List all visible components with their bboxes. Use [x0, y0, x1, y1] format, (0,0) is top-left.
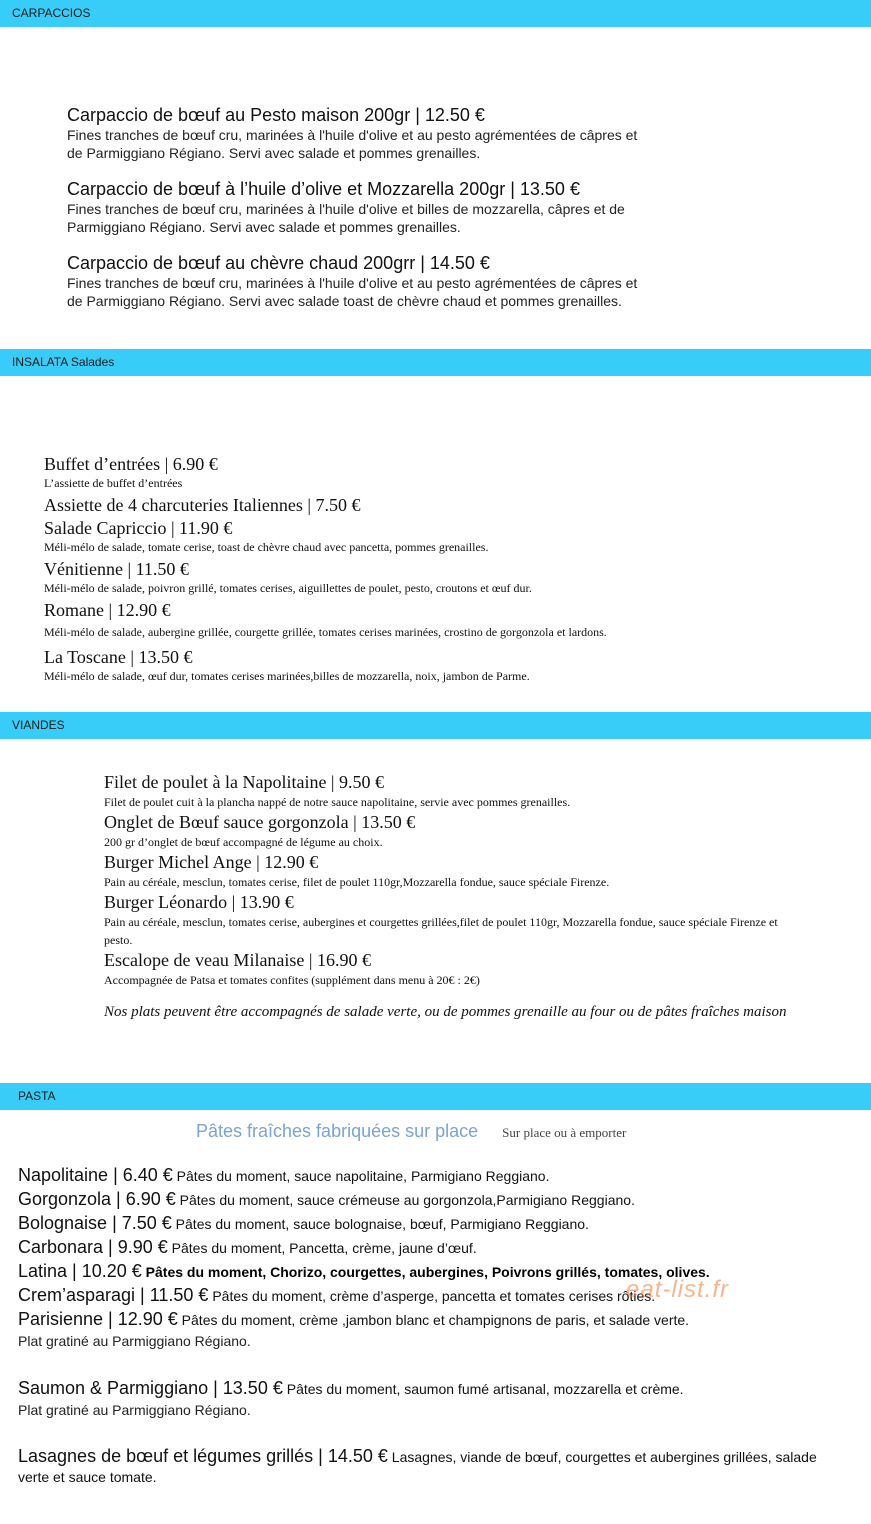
item-title: Parisienne | 12.90 € [18, 1309, 178, 1329]
item-title: Carpaccio de bœuf au chèvre chaud 200grr | 14.50 € [67, 253, 490, 273]
item-title: Filet de poulet à la Napolitaine | 9.50 € [104, 772, 385, 792]
item-title: La Toscane | 13.50 € [44, 647, 193, 667]
pasta-title: Pâtes fraîches fabriquées sur place [196, 1121, 479, 1141]
menu-item [67, 104, 857, 162]
item-title: Latina | 10.20 € [18, 1261, 142, 1281]
menu-item [18, 1284, 858, 1308]
menu-item [18, 1188, 858, 1212]
menu-item [67, 178, 857, 236]
item-title: Salade Capriccio | 11.90 € [44, 518, 233, 538]
item-description: Pâtes du moment, Chorizo, courgettes, aubergines, Poivrons grillés, tomates, olives. [141, 1264, 710, 1280]
pasta-list [18, 1164, 858, 1487]
item-description: Filet de poulet cuit à la plancha nappé de notre sauce napolitaine, servie avec pommes grenailles. [104, 795, 571, 809]
item-title: Assiette de 4 charcuteries Italiennes | 7.50 € [44, 495, 361, 515]
item-description: de Parmiggiano Régiano. Servi avec salade et pommes grenailles. [67, 145, 481, 161]
item-description: Pâtes du moment, sauce napolitaine, Parmigiano Reggiano. [172, 1168, 550, 1184]
menu-item [18, 1446, 838, 1487]
item-title: Crem’asparagi | 11.50 € [18, 1285, 209, 1305]
item-title: Saumon & Parmiggiano | 13.50 € [18, 1378, 283, 1398]
viandes-note: Nos plats peuvent être accompagnés de salade verte, ou de pommes grenaille au four ou de pâtes fraîches maison [104, 1004, 787, 1020]
item-note: Plat gratiné au Parmiggiano Régiano. [18, 1402, 251, 1418]
item-title: Bolognaise | 7.50 € [18, 1213, 172, 1233]
item-title: Lasagnes de bœuf et légumes grillés | 14.50 € [18, 1446, 388, 1466]
watermark-logo: eat-list.fr [626, 1276, 730, 1303]
item-description: Lasagnes, viande de bœuf, courgettes et aubergines grillées, salade verte et sauce tomate. [18, 1449, 817, 1485]
item-title: Carpaccio de bœuf au Pesto maison 200gr | 12.50 € [67, 105, 485, 125]
item-description: Parmiggiano Régiano. Servi avec salade et pommes grenailles. [67, 219, 461, 235]
salades-list [44, 453, 854, 687]
item-title: Vénitienne | 11.50 € [44, 559, 189, 579]
item-description: 200 gr d’onglet de bœuf accompagné de légume au choix. [104, 835, 383, 849]
item-description: Pâtes du moment, crème ,jambon blanc et champignons de paris, et salade verte. [177, 1312, 690, 1328]
item-title: Burger Léonardo | 13.90 € [104, 892, 294, 912]
item-note: Plat gratiné au Parmiggiano Régiano. [18, 1333, 251, 1349]
item-title: Escalope de veau Milanaise | 16.90 € [104, 950, 372, 970]
item-description: Pâtes du moment, sauce bolognaise, bœuf, Parmigiano Reggiano. [171, 1216, 589, 1232]
menu-item [18, 1308, 858, 1332]
viandes-list [104, 771, 824, 1022]
item-description: Pain au céréale, mesclun, tomates cerise, filet de poulet 110gr,Mozzarella fondue, sauce spéciale Firenze. [104, 875, 610, 889]
item-description: de Parmiggiano Régiano. Servi avec salade toast de chèvre chaud et pommes grenailles. [67, 293, 622, 309]
pasta-subtitle: Sur place ou à emporter [502, 1125, 627, 1140]
item-title: Buffet d’entrées | 6.90 € [44, 454, 218, 474]
item-description: Fines tranches de bœuf cru, marinées à l'huile d'olive et au pesto agrémentées de câpres et [67, 127, 638, 143]
section-header-salades: INSALATA Salades [0, 349, 871, 376]
item-title: Carbonara | 9.90 € [18, 1237, 168, 1257]
item-description: Méli-mélo de salade, tomate cerise, toast de chèvre chaud avec pancetta, pommes grenailles. [44, 540, 489, 554]
item-description: Accompagnée de Patsa et tomates confites (supplément dans menu à 20€ : 2€) [104, 973, 480, 987]
item-description: Pâtes du moment, saumon fumé artisanal, mozzarella et crème. [282, 1381, 684, 1397]
pasta-header [196, 1121, 626, 1142]
item-description: Fines tranches de bœuf cru, marinées à l'huile d'olive et billes de mozzarella, câpres et de [67, 201, 625, 217]
section-header-carpaccios: CARPACCIOS [0, 0, 871, 27]
carpaccios-list [67, 104, 857, 326]
item-description: Méli-mélo de salade, poivron grillé, tomates cerises, aiguillettes de poulet, pesto, croutons et œuf dur. [44, 581, 532, 595]
item-description: Pâtes du moment, Pancetta, crème, jaune d’œuf. [167, 1240, 477, 1256]
item-title: Gorgonzola | 6.90 € [18, 1189, 176, 1209]
menu-item [18, 1377, 858, 1401]
item-title: Burger Michel Ange | 12.90 € [104, 852, 319, 872]
menu-item [18, 1236, 858, 1260]
item-title: Romane | 12.90 € [44, 600, 171, 620]
item-title: Napolitaine | 6.40 € [18, 1165, 173, 1185]
item-title: Carpaccio de bœuf à l’huile d’olive et Mozzarella 200gr | 13.50 € [67, 179, 580, 199]
item-description: Pâtes du moment, sauce crémeuse au gorgonzola,Parmigiano Reggiano. [175, 1192, 635, 1208]
item-description: Méli-mélo de salade, œuf dur, tomates cerises marinées,billes de mozzarella, noix, jambon de Parme. [44, 669, 530, 683]
section-header-pasta: PASTA [0, 1083, 871, 1110]
menu-item [18, 1260, 858, 1284]
section-header-viandes: VIANDES [0, 712, 871, 739]
item-description: Pâtes du moment, crème d’asperge, pancetta et tomates cerises rôties. [208, 1288, 656, 1304]
item-description: L’assiette de buffet d’entrées [44, 476, 183, 490]
item-description: Méli-mélo de salade, aubergine grillée, courgette grillée, tomates cerises marinées, crostino de gorgonzola et lardons. [44, 625, 607, 639]
menu-item [18, 1164, 858, 1188]
item-title: Onglet de Bœuf sauce gorgonzola | 13.50 € [104, 812, 416, 832]
item-description: Fines tranches de bœuf cru, marinées à l'huile d'olive et au pesto agrémentées de câpres et [67, 275, 638, 291]
menu-item [67, 252, 857, 310]
menu-item [18, 1212, 858, 1236]
item-description: Pain au céréale, mesclun, tomates cerise, aubergines et courgettes grillées,filet de poulet 110gr, Mozzarella fondue, sauce spéciale Firenze et pesto. [104, 915, 778, 947]
